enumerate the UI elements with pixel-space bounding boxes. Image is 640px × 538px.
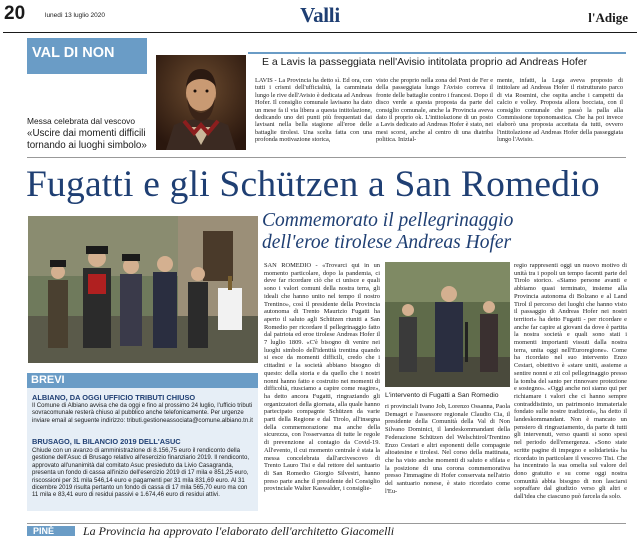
speech-photo-image (385, 262, 510, 387)
footer-teaser: La Provincia ha approvato l'elaborato dell'architetto Giacomelli (83, 524, 395, 538)
top-story-rule (248, 52, 626, 54)
photo-caption: L'intervento di Fugatti a San Romedio (385, 392, 499, 399)
top-story-title: E a Lavis la passeggiata nell'Avisio intitolata proprio ad Andreas Hofer (262, 56, 588, 68)
region-label: VAL DI NON (32, 45, 115, 61)
top-story-col3: mente, infatti, la Lega aveva proposto di intitolare ad Andreas Hofer il ristrutturato parco di via Rosmini, che ospita anche i campetti da calcio e volley. Proposta allora bocciata, con il consiglio comunale che passò la palla alla Commissione toponomastica. Che ha poi invece elaborò una proposta accettata da tutti, ovvero l'intitolazione ad Andreas Hofer della passeggiata lungo l'Avisio. (497, 77, 623, 144)
brevi-item2-text: Chiude con un avanzo di amministrazione di 8.156,75 euro il rendiconto della gestione dell'Asuc di Brusago relativo all'esercizio finanziario 2019. Il rendiconto, approvato all'unanimità dal comitato Asuc presieduto da Livio Casagranda, presenta un fondo di cassa all'inizio dell'esercizio 2019 di 17 mila e 851,25 euro, riscossioni per 31 mila 546,14 euro e pagamenti per 31 mila 831,69 euro. Al 31 dicembre 2019 risulta pertanto un fondo di cassa di 17 mila 565,70 euro ma con 11 mila e 83,41 euro di residui passivi e 1.674,46 euro di residui attivi. (32, 447, 250, 499)
photo-image (28, 216, 258, 363)
portrait-image (156, 55, 246, 150)
top-story-col2: visto che proprio nella zona del Pont de Fer e della passeggiata lungo l'Avisio correva il fronte delle battaglie contro i francesi. Dopo il disco verde a questa proposta da parte del consiglio comunale, anche la Provincia aveva dato il proprio ok. L'intitolazione di un posto a Lavis dedicato ad Andreas Hofer è stato, nei mesi scorsi, anche al centro di una diatriba politica. Inizial- (376, 77, 493, 144)
schuetzen-photo (28, 216, 258, 363)
issue-date: lunedì 13 luglio 2020 (45, 12, 105, 19)
top-story-col1: LAVIS - La Provincia ha detto sì. Ed ora, con tutti i crismi dell'ufficialità, la camminata lungo le rive dell'Avisio è dedicata ad Andreas Hofer. Il consiglio comunale lavisano ha dato un mese fa il via libera a questa intitolazione, dedicando uno dei punti più frequentati dai lavisani nella bella stagione all'eroe delle battaglie tirolesi. Una scelta fatta con una profonda motivazione storica, (255, 77, 372, 144)
fugatti-speech-photo (385, 262, 510, 387)
article-col1: SAN ROMEDIO - «Trovarci qui in un momento particolare, dopo la pandemia, ci deve far ricordare ciò che ci unisce e quali sono i valori comuni della nostra terra, gli ideali che hanno unito nel tempo il nostro Trentino», così il presidente della Provincia autonoma di Trento Maurizio Fugatti ha aperto il saluto agli Schützen riuniti a San Romedio per ricordare il pellegrinaggio fatto dal patriota ed eroe tirolese Andreas Hofer il 7 luglio 1809. «C'è bisogno di venire nei luoghi simbolo dell'identità trentina quando si esce da momenti difficili, credo che i cittadini e la società abbiano bisogno di questo: della storia e da quello che i nostri nonni hanno fatto e costruito nei momenti di difficoltà, riusciamo a capire come reagire», ha detto ancora Fugatti, ringraziando gli organizzatori della giornata, alla quale hanno partecipato compagnie Schützen da varie parti della Regione e dal Tirolo, all'insegna della commemorazione ma anche della sicurezza, con l'osservanza di tutte le regole di prevenzione al contagio da Covid-19. All'evento, il cui momento centrale è stata la messa concelebrata dall'arcivescovo di Trento Lauro Tisi e dal rettore del santuario di San Romedio Giorgio Silvestri, hanno preso parte anche il presidente del Consiglio provinciale Walter Kaswalder, i consiglie- (264, 262, 380, 493)
headline-top-rule (27, 157, 626, 158)
sidebar-quote: «Uscire dai momenti difficili tornando ai luoghi simbolo» (27, 128, 147, 151)
andreas-hofer-portrait (156, 55, 246, 150)
brevi-label: BREVI (31, 374, 65, 386)
article-col2: ri provinciali Ivano Job, Lorenzo Ossanna, Paola Demagri e l'assessore regionale Claudio Cia, il presidente della Comunità della Val di Non Silvano Dominici, il landeskommandant della Federazione Schützen del Welschtirol/Trentino Enzo Cestari e altri esponenti delle compagnie altoatesine e tirolesi. Nel corso della mattinata, che ha visto anche momenti di saluto e sfilata e la posizione di una corona commemorativa presso l'immagine di Hofer conservata nell'atrio del santuario nonese, è stato ricordato come l'Eu- (385, 403, 510, 495)
header-rule (3, 32, 637, 33)
section-title: Valli (300, 3, 340, 27)
brevi-item2-title: BRUSAGO, IL BILANCIO 2019 DELL'ASUC (32, 437, 181, 446)
article-col3: regio rappresenti oggi un nuovo motivo di unità tra i popoli un tempo facenti parte del Tirolo storico. «Siamo persone avanti e abbiamo quasi terminato, insieme alla Provincia autonoma di Bolzano e al Land Tirol il percorso dei luoghi che hanno visto il passaggio di Andreas Hofer nei nostri territori» ha detto Fugatti - per ricordare e anche far capire ai giovani da dove è partita la nostra società e quali sono stati i momenti importanti vissuti dalla nostra terra, unita oggi nell'Euroregione». Come ha ricordato nel suo intervento Enzo Cestari, obiettivo è «stare uniti, assieme a sentire nonni e zii col pellegrinaggio presso la tomba del santo per rinnovare protezione e sostegno». «Oggi anche noi siamo qui per richiamare i valori che ci hanno sempre contraddistinto, un patrimonio immateriale fondato sulle nostre tradizioni», ha detto il landeskommandant. Non è mancato un pensiero di ringraziamento, da parte di tutti gli intervenuti, verso quanti si sono spesi nel periodo dell'emergenza. «Sono state scritte pagine di impegno e solidarietà» ha ricordato in particolare il vescovo Tisi. Che ha incentrato la sua omelia sul valore del dono gratuito e su come oggi nostra comunità abbia bisogno di non lasciarsi sopraffare dal giudizio verso gli altri e dall'idea che ciascuno può farcela da solo. (514, 262, 627, 501)
brevi-item1-title: ALBIANO, DA OGGI UFFICIO TRIBUTI CHIUSO (32, 393, 196, 402)
brevi-item1-text: Il Comune di Albiano avvisa che da oggi e fino al prossimo 24 luglio, l'ufficio tributi sovracomunale resterà chiuso al pubblico anche telefonicamente. Per urgenze inviare email al seguente indirizzo: tributi.gestioneassociata@comune.albiano.tn.it (32, 402, 253, 424)
main-headline: Fugatti e gli Schützen a San Romedio (26, 164, 600, 205)
sidebar-kicker: Messa celebrata dal vescovo (27, 116, 135, 126)
subheadline: Commemorato il pellegrinaggio dell'eroe tirolese Andreas Hofer (262, 210, 514, 253)
masthead-logo: l'Adige (588, 10, 628, 25)
footer-tag: PINÈ (33, 526, 55, 536)
page-number: 20 (4, 3, 26, 24)
